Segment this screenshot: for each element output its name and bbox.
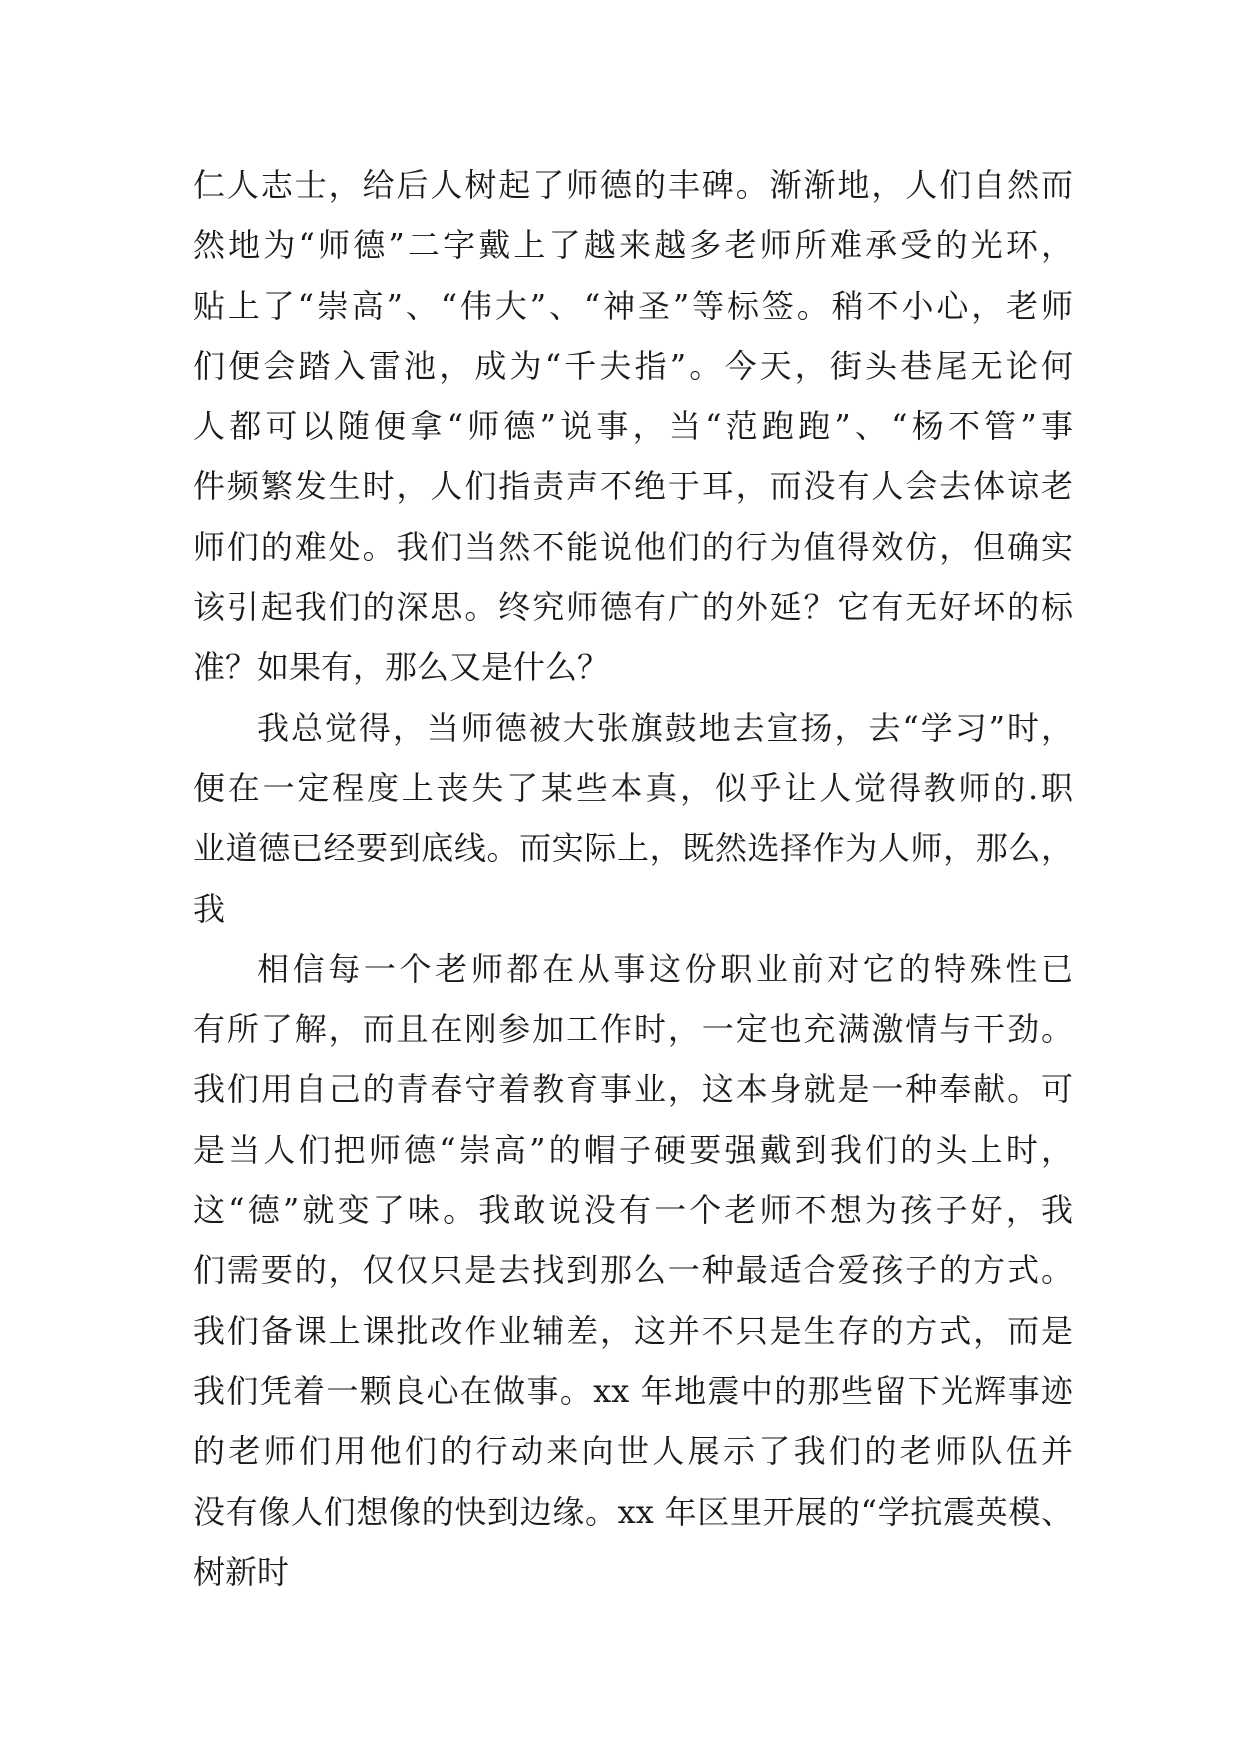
text-line: 人都可以随便拿“师德”说事，当“范跑跑”、“杨不管”事 — [193, 407, 1073, 446]
body-text — [193, 155, 1073, 1602]
text-line: 们需要的，仅仅只是去找到那么一种最适合爱孩子的方式。 — [193, 1251, 1073, 1290]
text-line: 贴上了“崇高”、“伟大”、“神圣”等标签。稍不小心，老师 — [193, 286, 1073, 325]
paragraph-2 — [193, 698, 1073, 939]
text-line: 树新时 — [193, 1552, 290, 1591]
text-line: 师们的难处。我们当然不能说他们的行为值得效仿，但确实 — [193, 527, 1073, 566]
text-line: 我们备课上课批改作业辅差，这并不只是生存的方式，而是 — [193, 1311, 1073, 1350]
text-line: 们便会踏入雷池，成为“千夫指”。今天，街头巷尾无论何 — [193, 346, 1073, 385]
text-line: 没有像人们想像的快到边缘。xx 年区里开展的“学抗震英模、 — [193, 1492, 1073, 1531]
text-line: 我 — [193, 889, 226, 928]
text-line: 准？如果有，那么又是什么？ — [193, 648, 610, 687]
paragraph-3 — [193, 939, 1073, 1602]
text-line: 便在一定程度上丧失了某些本真，似乎让人觉得教师的.职 — [193, 768, 1073, 807]
text-line: 该引起我们的深思。终究师德有广的外延？它有无好坏的标 — [193, 588, 1073, 627]
text-line: 件频繁发生时，人们指责声不绝于耳，而没有人会去体谅老 — [193, 467, 1073, 506]
text-line: 我们凭着一颗良心在做事。xx 年地震中的那些留下光辉事迹 — [193, 1371, 1073, 1410]
text-line: 这“德”就变了味。我敢说没有一个老师不想为孩子好，我 — [193, 1191, 1073, 1230]
text-line: 我总觉得，当师德被大张旗鼓地去宣扬，去“学习”时， — [257, 708, 1073, 747]
text-line: 的老师们用他们的行动来向世人展示了我们的老师队伍并 — [193, 1432, 1073, 1471]
text-line: 仁人志士，给后人树起了师德的丰碑。渐渐地，人们自然而 — [193, 166, 1073, 204]
paragraph-1 — [193, 155, 1073, 698]
text-line: 是当人们把师德“崇高”的帽子硬要强戴到我们的头上时， — [193, 1130, 1073, 1169]
text-line: 我们用自己的青春守着教育事业，这本身就是一种奉献。可 — [193, 1070, 1073, 1109]
text-line: 有所了解，而且在刚参加工作时，一定也充满激情与干劲。 — [193, 1010, 1073, 1049]
text-line: 业道德已经要到底线。而实际上，既然选择作为人师，那么， — [193, 829, 1073, 868]
text-line: 然地为“师德”二字戴上了越来越多老师所难承受的光环， — [193, 226, 1073, 265]
text-line: 相信每一个老师都在从事这份职业前对它的特殊性已 — [257, 949, 1073, 988]
